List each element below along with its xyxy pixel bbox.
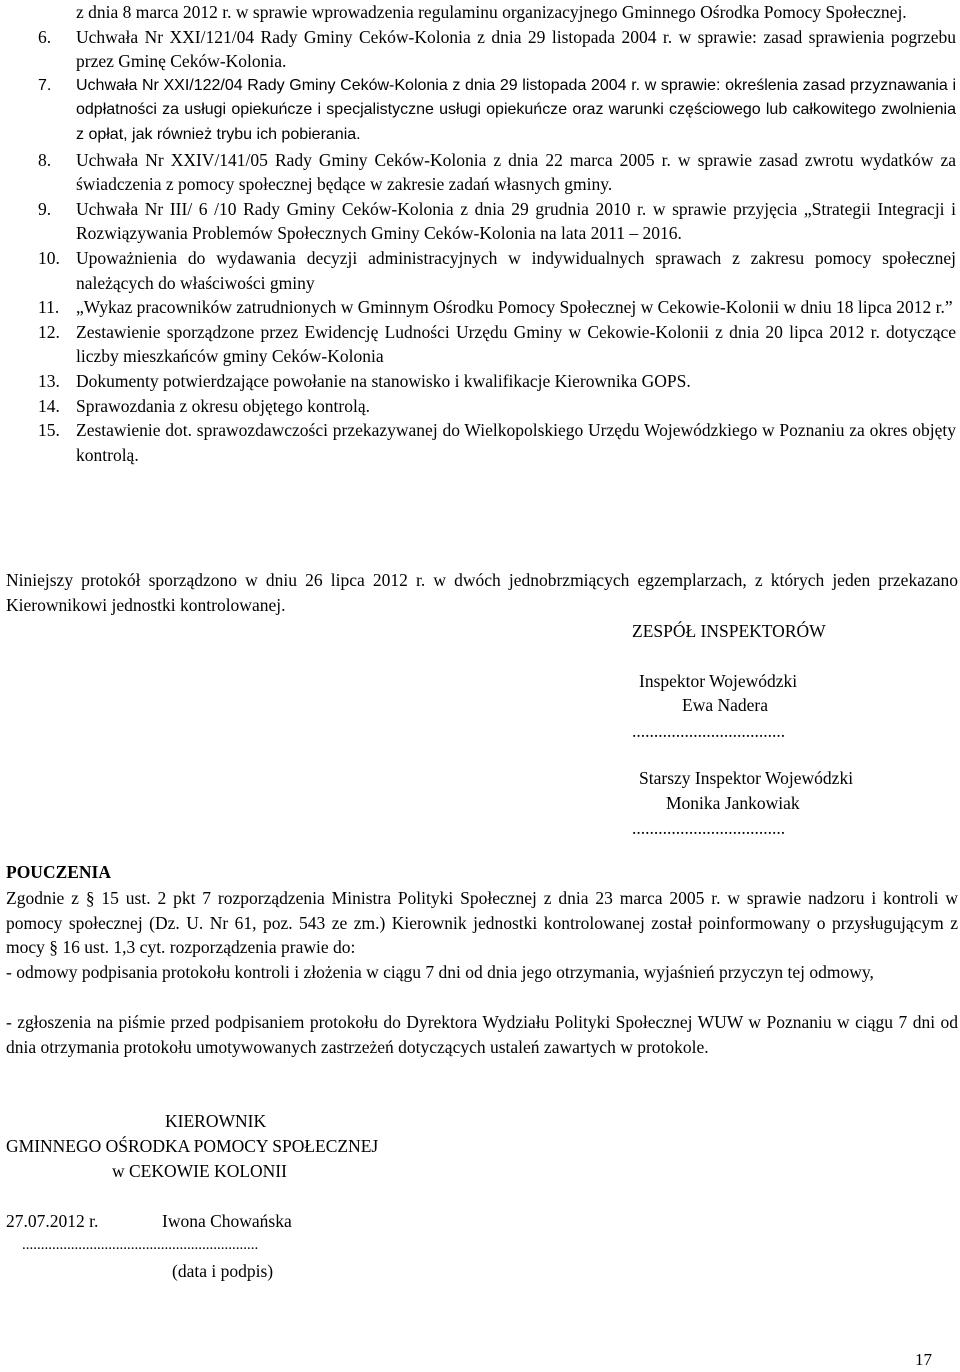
- list-item: [0, 418, 960, 467]
- signature-name: Iwona Chowańska: [162, 1211, 292, 1231]
- list-item: [0, 148, 960, 197]
- list-item: [0, 246, 960, 295]
- inspector2-name: Monika Jankowiak: [666, 793, 800, 813]
- list-item: [0, 25, 960, 74]
- list-item-number: 12.: [38, 321, 60, 342]
- signature-date: 27.07.2012 r.: [6, 1211, 99, 1231]
- list-item-text: Zestawienie sporządzone przez Ewidencję Ludności Urzędu Gminy w Cekowie-Kolonii z dnia 20 lipca 2012 r. dotyczące liczby mieszkańców gminy Ceków-Kolonia: [76, 321, 956, 367]
- signature-location: w CEKOWIE KOLONII: [112, 1161, 287, 1181]
- page-number: 17: [915, 1350, 932, 1369]
- list-item: [0, 320, 960, 369]
- signature-line: ...............................................................: [22, 1237, 259, 1253]
- inspector2-title: Starszy Inspektor Wojewódzki: [639, 768, 854, 788]
- list-item-number: 11.: [38, 297, 60, 318]
- list-item-text: Zestawienie dot. sprawozdawczości przekazywanej do Wielkopolskiego Urzędu Wojewódzkiego w Poznaniu za okres objęty kontrolą.: [76, 420, 956, 465]
- list-item-text: „Wykaz pracowników zatrudnionych w Gminnym Ośrodku Pomocy Społecznej w Cekowie-Kolonii w dniu 18 lipca 2012 r.”: [76, 297, 953, 318]
- pouczenia-paragraph-2: - odmowy podpisania protokołu kontroli i złożenia w ciągu 7 dni od dnia jego otrzymania, wyjaśnień przyczyn tej odmowy,: [6, 962, 874, 982]
- list-item-number: 6.: [38, 26, 52, 47]
- pouczenia-paragraph-3: - zgłoszenia na piśmie przed podpisaniem protokołu do Dyrektora Wydziału Polityki Społecznej WUW w Poznaniu w ciągu 7 dni od dnia otrzymania protokołu umotywowanych zastrzeżeń dotyczących ustaleń zawartych w protokole.: [6, 1012, 958, 1057]
- list-item: [0, 197, 960, 246]
- list-item: [0, 394, 960, 419]
- pouczenia-heading: POUCZENIA: [6, 862, 112, 882]
- list-item-text: Sprawozdania z okresu objętego kontrolą.: [76, 395, 371, 416]
- list-item-text: Uchwała Nr XXIV/141/05 Rady Gminy Ceków-Kolonia z dnia 22 marca 2005 r. w sprawie zasad zwrotu wydatków za świadczenia z pomocy społecznej będące w zakresie zadań własnych gminy.: [76, 149, 956, 195]
- inspector1-signature-line: ...................................: [632, 721, 786, 741]
- list-item: [0, 0, 960, 25]
- list-item: [0, 74, 960, 148]
- inspector1-name: Ewa Nadera: [682, 695, 768, 715]
- list-item-number: 14.: [38, 395, 60, 416]
- list-item-text: Dokumenty potwierdzające powołanie na stanowisko i kwalifikacje Kierownika GOPS.: [76, 370, 691, 391]
- list-item: [0, 369, 960, 394]
- list-item-number: 15.: [38, 420, 60, 441]
- list-item-number: 13.: [38, 370, 60, 391]
- attachment-list: [0, 0, 960, 467]
- closing-paragraph: Niniejszy protokół sporządzono w dniu 26 lipca 2012 r. w dwóch jednobrzmiących egzemplarzach, z których jeden przekazano Kierownikowi jednostki kontrolowanej.: [6, 570, 958, 615]
- list-item: [0, 295, 960, 320]
- list-item-text: Upoważnienia do wydawania decyzji administracyjnych w indywidualnych sprawach z zakresu pomocy społecznej należących do właściwości gminy: [76, 247, 956, 293]
- list-item-number: 9.: [38, 198, 52, 219]
- inspector1-title: Inspektor Wojewódzki: [639, 671, 798, 691]
- signature-title: KIEROWNIK: [165, 1111, 267, 1131]
- pouczenia-paragraph-1: Zgodnie z § 15 ust. 2 pkt 7 rozporządzenia Ministra Polityki Społecznej z dnia 23 marca 2005 r. w sprawie nadzoru i kontroli w pomocy społecznej (Dz. U. Nr 61, poz. 543 ze zm.) Kierownik jednostki kontrolowanej został poinformowany o przysługującym z mocy § 16 ust. 1,3 cyt. rozporządzenia prawie do:: [6, 888, 958, 958]
- inspector2-signature-line: ...................................: [632, 818, 786, 838]
- signature-institution: GMINNEGO OŚRODKA POMOCY SPOŁECZNEJ: [6, 1136, 379, 1156]
- signature-caption: (data i podpis): [172, 1261, 274, 1281]
- list-item-number: 10.: [38, 247, 60, 268]
- list-item-number: 7.: [38, 76, 52, 94]
- list-item-text: Uchwała Nr III/ 6 /10 Rady Gminy Ceków-Kolonia z dnia 29 grudnia 2010 r. w sprawie przyjęcia „Strategii Integracji i Rozwiązywania Problemów Społecznych Gminy Ceków-Kolonia na lata 2011 – 2016.: [76, 198, 956, 244]
- team-heading: ZESPÓŁ INSPEKTORÓW: [632, 621, 826, 641]
- list-item-text: z dnia 8 marca 2012 r. w sprawie wprowadzenia regulaminu organizacyjnego Gminnego Ośrodka Pomocy Społecznej.: [76, 2, 907, 22]
- list-item-text: Uchwała Nr XXI/121/04 Rady Gminy Ceków-Kolonia z dnia 29 listopada 2004 r. w sprawie: zasad sprawienia pogrzebu przez Gminę Ceków-Kolonia.: [76, 26, 956, 72]
- list-item-number: 8.: [38, 149, 52, 170]
- list-item-text: Uchwała Nr XXI/122/04 Rady Gminy Ceków-Kolonia z dnia 29 listopada 2004 r. w sprawie: określenia zasad przyznawania i odpłatności za usługi opiekuńcze i specjalistyczne usługi opiekuńcze oraz warunki częściowego lub całkowitego zwolnienia z opłat, jak również trybu ich pobierania.: [76, 76, 956, 143]
